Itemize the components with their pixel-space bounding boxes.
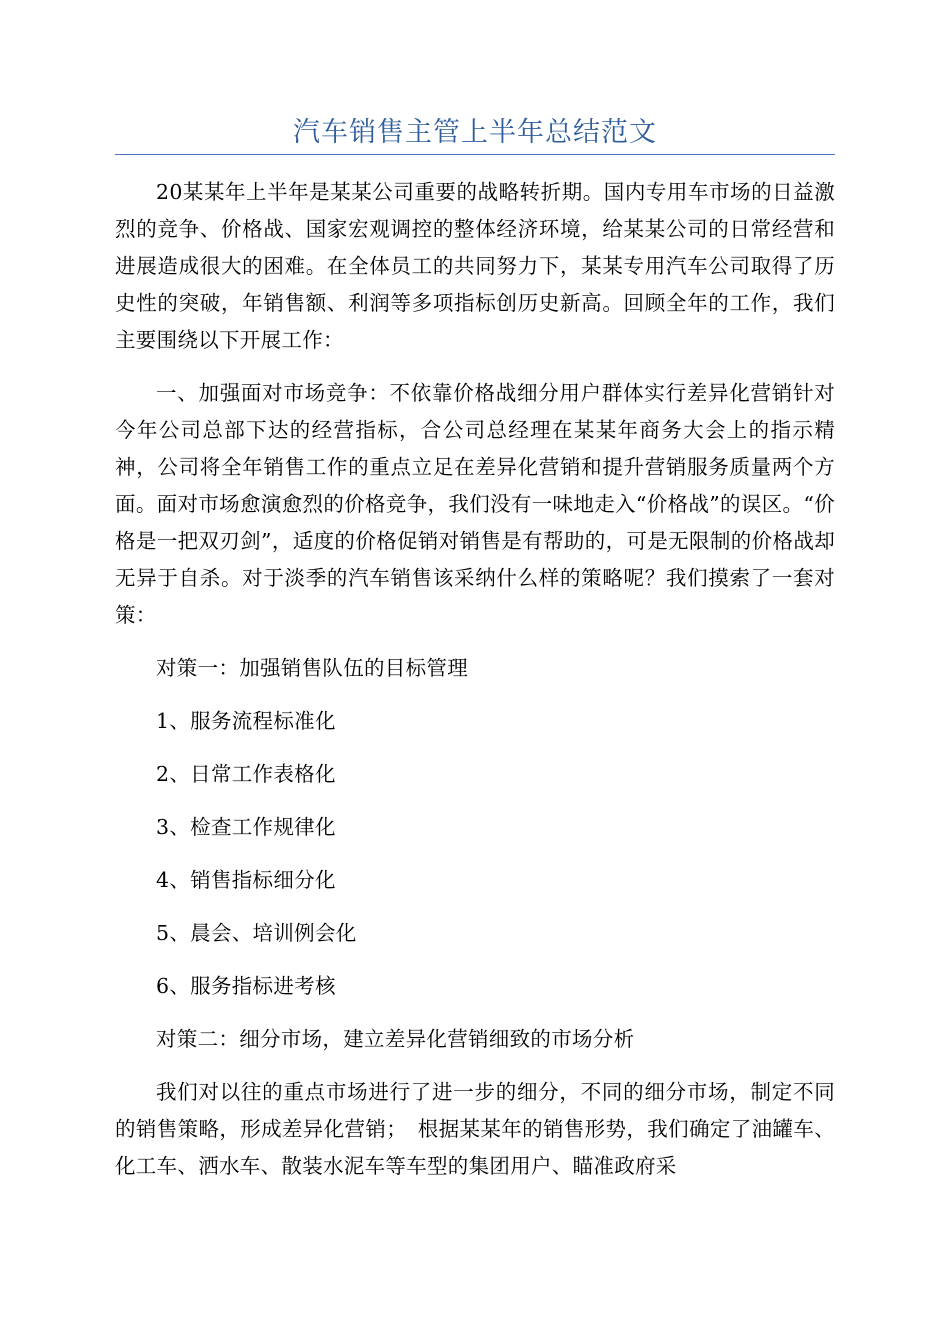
document-title: 汽车销售主管上半年总结范文 (293, 117, 657, 148)
document-body (115, 174, 835, 1185)
list-item: 3、检查工作规律化 (156, 815, 336, 839)
title-underline (115, 154, 835, 155)
list-item: 1、服务流程标准化 (156, 709, 336, 733)
list-item: 5、晨会、培训例会化 (156, 921, 357, 945)
list-item: 2、日常工作表格化 (156, 762, 336, 786)
paragraph-section-one: 一、加强面对市场竞争：不依靠价格战细分用户群体实行差异化营销针对今年公司总部下达的经营指标，合公司总经理在某某年商务大会上的指示精神，公司将全年销售工作的重点立足在差异化营销和提升营销服务质量两个方面。面对市场愈演愈烈的价格竞争，我们没有一味地走入“价格战”的误区。“价格是一把双刃剑”，适度的价格促销对销售是有帮助的，可是无限制的价格战却无异于自杀。对于淡季的汽车销售该采纳什么样的策略呢？我们摸索了一套对策： (115, 381, 835, 627)
paragraph-market-segmentation: 我们对以往的重点市场进行了进一步的细分，不同的细分市场，制定不同的销售策略，形成差异化营销； 根据某某年的销售形势，我们确定了油罐车、化工车、洒水车、散装水泥车等车型的集团用户、瞄准政府采 (115, 1080, 835, 1178)
strategy-one-heading: 对策一：加强销售队伍的目标管理 (156, 656, 468, 680)
list-item: 4、销售指标细分化 (156, 868, 336, 892)
strategy-two-heading: 对策二：细分市场，建立差异化营销细致的市场分析 (156, 1027, 635, 1051)
paragraph-intro: 20某某年上半年是某某公司重要的战略转折期。国内专用车市场的日益激烈的竞争、价格战、国家宏观调控的整体经济环境，给某某公司的日常经营和进展造成很大的困难。在全体员工的共同努力下，某某专用汽车公司取得了历史性的突破，年销售额、利润等多项指标创历史新高。回顾全年的工作，我们主要围绕以下开展工作： (115, 180, 835, 352)
list-item: 6、服务指标进考核 (156, 974, 336, 998)
